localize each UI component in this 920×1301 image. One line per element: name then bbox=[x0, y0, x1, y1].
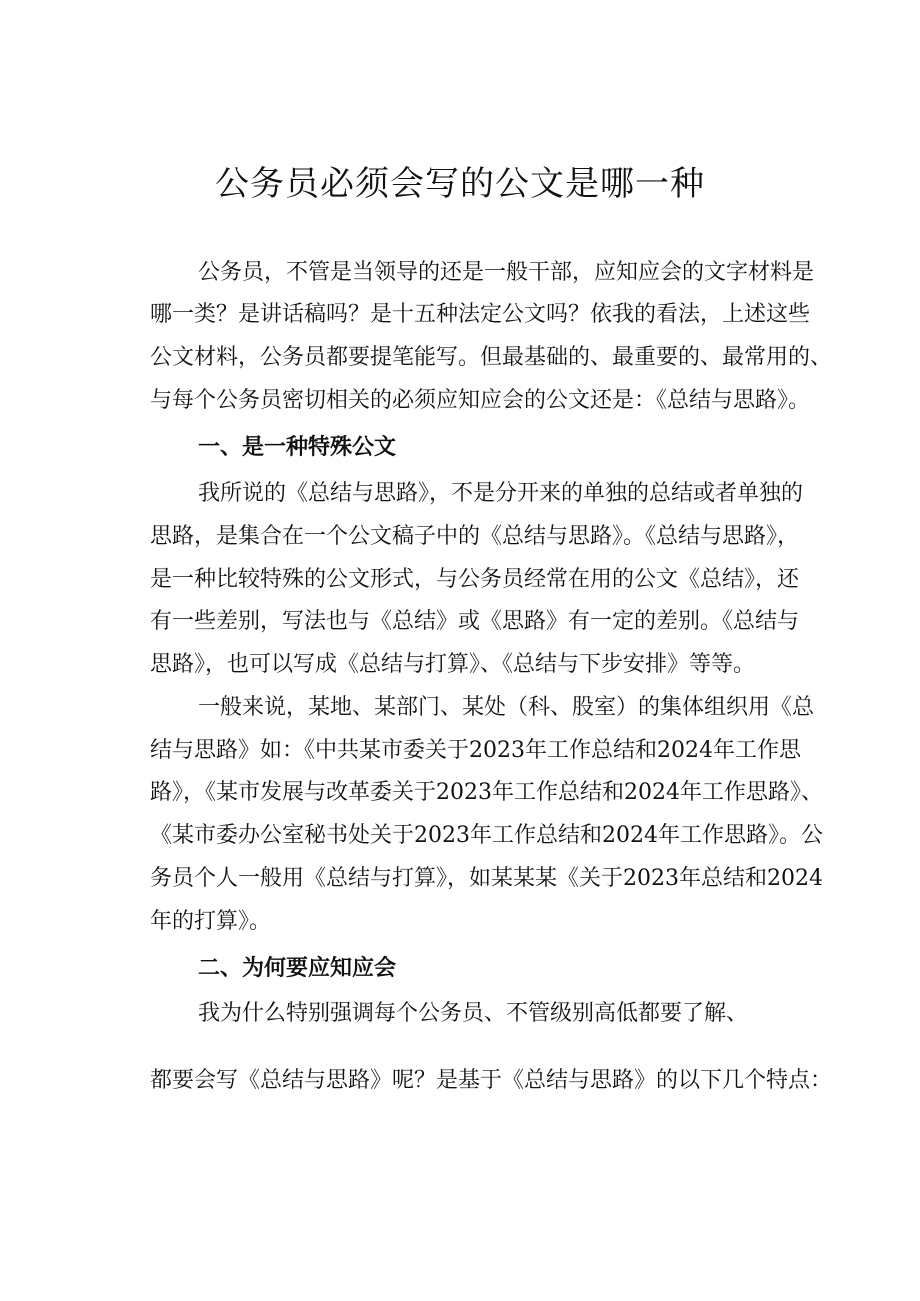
section2-heading: 二、为何要应知应会 bbox=[198, 956, 397, 981]
intro-line-1: 公务员，不管是当领导的还是一般干部，应知应会的文字材料是 bbox=[198, 260, 815, 285]
section2-para1-line-2: 都要会写《总结与思路》呢？是基于《总结与思路》的以下几个特点： bbox=[150, 1068, 833, 1093]
section1-para2-line-6: 年的打算》。 bbox=[150, 909, 272, 934]
intro-line-3: 公文材料，公务员都要提笔能写。但最基础的、最重要的、最常用的、 bbox=[150, 345, 833, 370]
section1-para1-line-2: 思路，是集合在一个公文稿子中的《总结与思路》。《总结与思路》， bbox=[150, 524, 800, 549]
section1-para1-line-1: 我所说的《总结与思路》，不是分开来的单独的总结或者单独的 bbox=[198, 481, 804, 506]
section1-para1-line-3: 是一种比较特殊的公文形式，与公务员经常在用的公文《总结》，还 bbox=[150, 567, 800, 592]
intro-line-2: 哪一类？是讲话稿吗？是十五种法定公文吗？依我的看法，上述这些 bbox=[150, 302, 811, 327]
intro-line-4: 与每个公务员密切相关的必须应知应会的公文还是：《总结与思路》。 bbox=[150, 388, 811, 413]
section1-para2-line-1: 一般来说，某地、某部门、某处（科、股室）的集体组织用《总 bbox=[198, 695, 815, 720]
section1-heading: 一、是一种特殊公文 bbox=[198, 435, 397, 460]
section1-para2-line-3: 路》，《某市发展与改革委关于2023年工作总结和2024年工作思路》、 bbox=[150, 780, 823, 805]
section1-para2-line-4: 《某市委办公室秘书处关于2023年工作总结和2024年工作思路》。公 bbox=[150, 823, 823, 848]
section1-para2-line-5: 务员个人一般用《总结与打算》，如某某某《关于2023年总结和2024 bbox=[150, 866, 823, 891]
section1-para1-line-4: 有一些差别，写法也与《总结》或《思路》有一定的差别。《总结与 bbox=[150, 609, 800, 634]
section2-para1-line-1: 我为什么特别强调每个公务员、不管级别高低都要了解、 bbox=[198, 1001, 749, 1026]
document-title: 公务员必须会写的公文是哪一种 bbox=[215, 164, 705, 204]
section1-para1-line-5: 思路》，也可以写成《总结与打算》、《总结与下步安排》等等。 bbox=[150, 652, 756, 677]
section1-para2-line-2: 结与思路》如：《中共某市委关于2023年工作总结和2024年工作思 bbox=[150, 738, 801, 763]
